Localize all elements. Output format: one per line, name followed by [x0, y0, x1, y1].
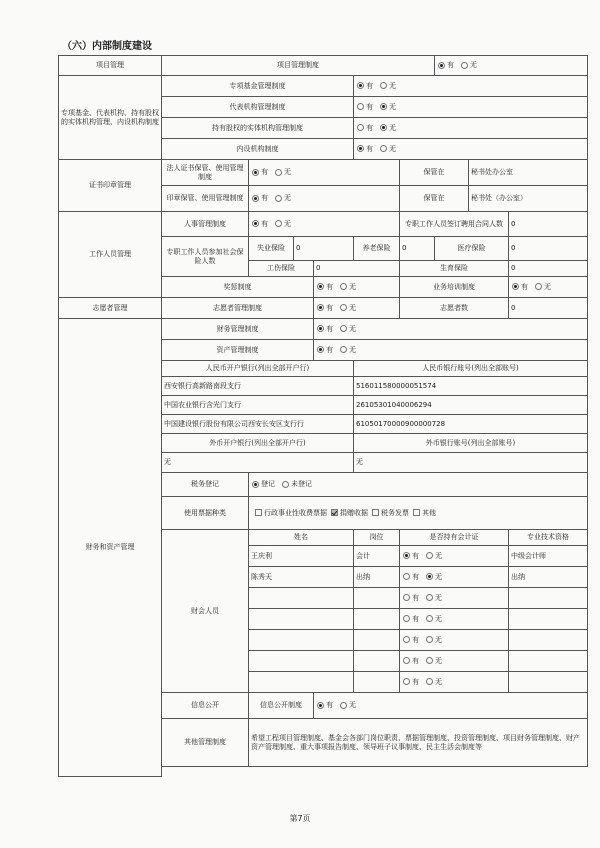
special-item-1: 代表机构管理制度 — [162, 97, 354, 118]
special-radio-2[interactable]: 有 无 — [354, 118, 588, 139]
radio-no-icon[interactable] — [340, 702, 347, 709]
rmb-account-0: 516011580000051574 — [354, 377, 588, 396]
radio-no-icon[interactable] — [275, 169, 282, 176]
seal-label: 证书印章管理 — [59, 160, 162, 212]
special-label: 专项基金、代表机构、持有股权的实体机构管理、内设机构制度 — [59, 76, 162, 160]
fx-account: 无 — [354, 453, 588, 473]
seal-keeper-0: 秘书处办公室 — [469, 160, 588, 186]
special-radio-3[interactable]: 有 无 — [354, 139, 588, 160]
rmb-bank-0: 西安银行高新路南段支行 — [162, 377, 354, 396]
volunteer-system-label: 志愿者管理制度 — [162, 298, 314, 319]
tax-radio[interactable]: 登记 未登记 — [249, 473, 588, 497]
accountant-cert-2[interactable]: 有 无 — [400, 588, 509, 609]
checkbox-icon[interactable] — [413, 509, 420, 516]
accountant-post-3[interactable] — [354, 609, 400, 630]
col-name-header: 姓名 — [249, 530, 354, 546]
internal-system-form — [58, 55, 588, 777]
fx-bank-header: 外币开户银行(列出全部开户行) — [162, 434, 354, 453]
accountant-qual-2[interactable] — [509, 588, 588, 609]
hr-system-label: 人事管理制度 — [162, 212, 249, 237]
seal-radio-0[interactable]: 有 无 — [249, 160, 400, 186]
radio-yes-icon[interactable] — [252, 195, 259, 202]
special-item-2: 持有股权的实体机构管理制度 — [162, 118, 354, 139]
radio-no-icon[interactable] — [426, 615, 433, 622]
accountant-post-2[interactable] — [354, 588, 400, 609]
invoice-label: 使用票据种类 — [162, 497, 249, 530]
radio-yes-icon[interactable] — [317, 325, 324, 332]
medical-value: 0 — [509, 237, 588, 261]
checkbox-icon[interactable] — [372, 509, 379, 516]
accountant-qual-4[interactable] — [509, 630, 588, 651]
radio-yes-icon[interactable] — [357, 103, 364, 110]
radio-unregistered-icon[interactable] — [282, 481, 289, 488]
radio-yes-icon[interactable] — [317, 346, 324, 353]
accountant-cert-6[interactable]: 有 无 — [400, 672, 509, 693]
radio-no-icon[interactable] — [426, 678, 433, 685]
maternity-value: 0 — [509, 261, 588, 277]
invoice-options[interactable]: 行政事业性收费票据 捐赠收据 税务发票 其他 — [249, 497, 588, 530]
accountant-name-0: 王庆利 — [249, 546, 354, 567]
injury-value: 0 — [314, 261, 400, 277]
accountant-post-4[interactable] — [354, 630, 400, 651]
hr-system-radio[interactable]: 有 无 — [249, 212, 400, 237]
seal-keeper-label-0: 保管在 — [400, 160, 469, 186]
volunteer-system-radio[interactable]: 有 无 — [314, 298, 400, 319]
accountant-label: 财会人员 — [162, 530, 249, 693]
finance-system-radio[interactable]: 有 无 — [314, 319, 588, 340]
radio-no-icon[interactable] — [426, 657, 433, 664]
col-cert-header: 是否持有会计证 — [400, 530, 509, 546]
project-system-radio[interactable]: 有 无 — [435, 56, 588, 76]
checkbox-checked-icon[interactable] — [331, 509, 338, 516]
special-item-0: 专项基金管理制度 — [162, 76, 354, 97]
page-number: 第7页 — [289, 814, 311, 823]
radio-yes-icon[interactable] — [403, 636, 410, 643]
reward-system-radio[interactable]: 有 无 — [314, 277, 400, 298]
radio-yes-icon[interactable] — [512, 283, 519, 290]
radio-no-icon[interactable] — [340, 304, 347, 311]
disclosure-label: 信息公开 — [162, 693, 249, 719]
accountant-cert-3[interactable]: 有 无 — [400, 609, 509, 630]
radio-no-icon[interactable] — [426, 552, 433, 559]
pension-value: 0 — [400, 237, 435, 261]
radio-yes-icon[interactable] — [252, 169, 259, 176]
seal-item-1: 印章保管、使用管理制度 — [162, 186, 249, 212]
reward-system-label: 奖惩制度 — [162, 277, 314, 298]
seal-keeper-1: 秘书处（办公室） — [469, 186, 588, 212]
accountant-cert-1[interactable]: 有 无 — [400, 567, 509, 588]
radio-no-icon[interactable] — [275, 195, 282, 202]
radio-no-icon[interactable] — [380, 103, 387, 110]
checkbox-icon[interactable] — [255, 509, 262, 516]
spacer-row — [162, 767, 588, 777]
tax-label: 税务登记 — [162, 473, 249, 497]
radio-yes-icon[interactable] — [403, 678, 410, 685]
asset-system-label: 资产管理制度 — [162, 340, 314, 361]
radio-yes-icon[interactable] — [403, 615, 410, 622]
accountant-post-0: 会计 — [354, 546, 400, 567]
accountant-name-6[interactable] — [249, 672, 354, 693]
radio-no-icon[interactable] — [340, 283, 347, 290]
radio-no-icon[interactable] — [275, 220, 282, 227]
radio-yes-icon[interactable] — [403, 552, 410, 559]
accountant-qual-0: 中级会计师 — [509, 546, 588, 567]
radio-no-icon[interactable] — [426, 636, 433, 643]
radio-yes-icon[interactable] — [438, 62, 445, 69]
radio-yes-icon[interactable] — [317, 283, 324, 290]
fx-account-header: 外币银行账号(列出全部账号) — [354, 434, 588, 453]
accountant-cert-0[interactable]: 有 无 — [400, 546, 509, 567]
project-system-label: 项目管理制度 — [162, 56, 435, 76]
accountant-post-6[interactable] — [354, 672, 400, 693]
rmb-account-1: 26105301040006294 — [354, 396, 588, 415]
radio-yes-icon[interactable] — [357, 124, 364, 131]
radio-no-icon[interactable] — [461, 62, 468, 69]
rmb-bank-2: 中国建设银行股份有限公司西安长安区支行行 — [162, 415, 354, 434]
accountant-name-1: 陈秀天 — [249, 567, 354, 588]
disclosure-system-label: 信息公开制度 — [249, 693, 314, 719]
radio-yes-icon[interactable] — [357, 82, 364, 89]
accountant-qual-6[interactable] — [509, 672, 588, 693]
contract-count-label: 专职工作人员签订聘用合同人数 — [400, 212, 509, 237]
radio-no-icon[interactable] — [426, 594, 433, 601]
accountant-name-3[interactable] — [249, 609, 354, 630]
radio-yes-icon[interactable] — [317, 702, 324, 709]
unemployment-label: 失业保险 — [249, 237, 294, 261]
project-label: 项目管理 — [59, 56, 162, 76]
special-radio-0[interactable]: 有 无 — [354, 76, 588, 97]
accountant-post-1: 出纳 — [354, 567, 400, 588]
accountant-name-2[interactable] — [249, 588, 354, 609]
radio-yes-icon[interactable] — [403, 573, 410, 580]
disclosure-system-radio[interactable]: 有 无 — [314, 693, 588, 719]
radio-no-icon[interactable] — [426, 573, 433, 580]
accountant-name-4[interactable] — [249, 630, 354, 651]
section-title: （六）内部制度建设 — [62, 41, 152, 52]
accountant-cert-5[interactable]: 有 无 — [400, 651, 509, 672]
radio-yes-icon[interactable] — [317, 304, 324, 311]
radio-registered-icon[interactable] — [252, 481, 259, 488]
asset-system-radio[interactable]: 有 无 — [314, 340, 588, 361]
volunteer-count-label: 志愿者数 — [400, 298, 509, 319]
seal-item-0: 法人证书保管、使用管理制度 — [162, 160, 249, 186]
seal-keeper-label-1: 保管在 — [400, 186, 469, 212]
radio-yes-icon[interactable] — [403, 657, 410, 664]
radio-no-icon[interactable] — [380, 124, 387, 131]
rmb-bank-header: 人民币开户银行(列出全部开户行) — [162, 361, 354, 377]
staff-label: 工作人员管理 — [59, 212, 162, 298]
seal-radio-1[interactable]: 有 无 — [249, 186, 400, 212]
radio-no-icon[interactable] — [380, 145, 387, 152]
accountant-post-5[interactable] — [354, 651, 400, 672]
radio-yes-icon[interactable] — [252, 220, 259, 227]
accountant-qual-1: 出纳 — [509, 567, 588, 588]
pension-label: 养老保险 — [354, 237, 400, 261]
radio-yes-icon[interactable] — [357, 145, 364, 152]
unemployment-value: 0 — [294, 237, 354, 261]
radio-no-icon[interactable] — [535, 283, 542, 290]
finance-label: 财务和资产管理 — [59, 319, 162, 777]
finance-system-label: 财务管理制度 — [162, 319, 314, 340]
volunteer-label: 志愿者管理 — [59, 298, 162, 319]
rmb-bank-1: 中国农业银行含光门支行 — [162, 396, 354, 415]
accountant-name-5[interactable] — [249, 651, 354, 672]
special-radio-1[interactable]: 有 无 — [354, 97, 588, 118]
training-system-radio[interactable]: 有 无 — [509, 277, 588, 298]
other-system-text: 希望工程项目管理制度、基金会各部门岗位职责、票据管理制度、投资管理制度、项目财务管理制度、财产资产管理制度、重大事项报告制度、领导班子议事制度、民主生活会制度等 — [249, 719, 588, 767]
rmb-account-header: 人民币银行账号(列出全部账号) — [354, 361, 588, 377]
other-system-label: 其他管理制度 — [162, 719, 249, 767]
accountant-qual-5[interactable] — [509, 651, 588, 672]
radio-no-icon[interactable] — [340, 325, 347, 332]
special-item-3: 内设机构制度 — [162, 139, 354, 160]
accountant-qual-3[interactable] — [509, 609, 588, 630]
radio-no-icon[interactable] — [340, 346, 347, 353]
medical-label: 医疗保险 — [435, 237, 509, 261]
col-post-header: 岗位 — [354, 530, 400, 546]
fx-bank: 无 — [162, 453, 354, 473]
col-qual-header: 专业技术资格 — [509, 530, 588, 546]
radio-yes-icon[interactable] — [403, 594, 410, 601]
insured-count-label: 专职工作人员参加社会保险人数 — [162, 237, 249, 277]
rmb-account-2: 61050170000900000728 — [354, 415, 588, 434]
radio-no-icon[interactable] — [380, 82, 387, 89]
training-system-label: 业务培训制度 — [400, 277, 509, 298]
volunteer-count-value: 0 — [509, 298, 588, 319]
contract-count-value: 0 — [509, 212, 588, 237]
accountant-cert-4[interactable]: 有 无 — [400, 630, 509, 651]
maternity-label: 生育保险 — [400, 261, 509, 277]
injury-label: 工伤保险 — [249, 261, 314, 277]
